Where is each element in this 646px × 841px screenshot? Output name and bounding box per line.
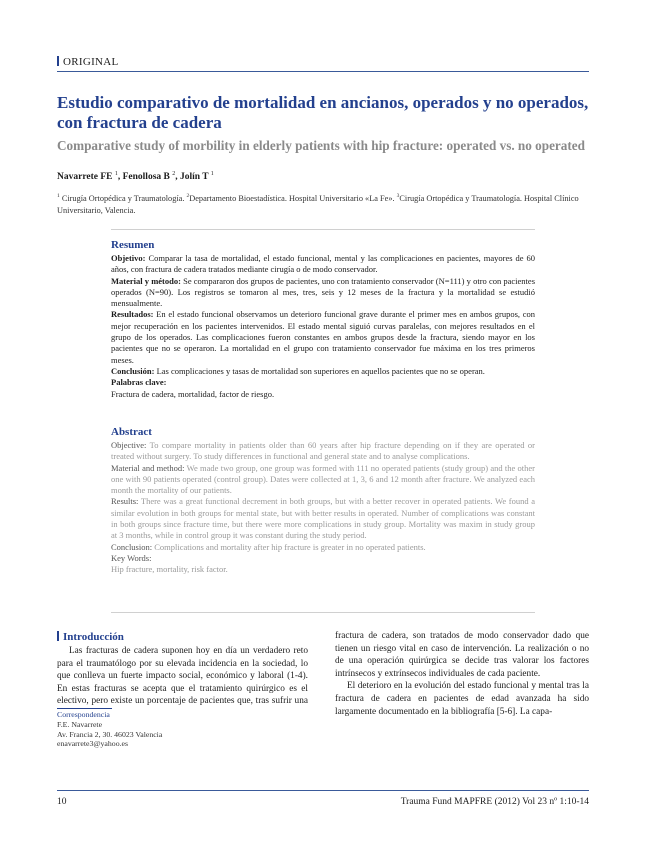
resumen-resultados-text: En el estado funcional observamos un deterioro funcional grave durante el primer mes en ambos grupos, con mejor recuperación en los pacientes intervenidos. El estado mental siguió curvas paralelas, con mejores resultados en el grupo de los operados. Las complicaciones fueron constantes en ambos grupos desde la fractura, siendo mayor en los pacientes que no se operaron. La mortalidad en el grupo con tratamiento conservador fue máxima en los tres primeros meses. [111,309,535,365]
abstract-bottom-rule [111,612,535,613]
resumen-conclusion-text: Las complicaciones y tasas de mortalidad son superiores en aquellos pacientes que no se operan. [156,365,485,376]
author-list: Navarrete FE $^1$, Fenollosa B $^2$, Jolín T $^1$ [57,171,214,183]
intro-right-flow [335,630,589,718]
resumen-conclusion [111,366,535,377]
resumen-objetivo-text: Comparar la tasa de mortalidad, el estado funcional, mental y las complicaciones en pacientes, mayores de 60 años, con fractura de cadera tratados mediante cirugía o de modo conservador. [111,253,535,275]
resumen-material [111,276,535,310]
affil-number: 2 [186,193,190,199]
abstract-conclusion [111,542,535,553]
page-number: 10 [57,797,67,807]
resumen-keywords-label-text: Palabras clave: [111,377,167,388]
resumen-objetivo-label: Objetivo: [111,253,146,263]
abstract-material-text: We made two group, one group was formed with 111 no operated patients (study group) and the other one with 90 patients operated (control group). Dates were collected at 1, 3, 6 and 12 month after fracture. We analyzed each month the mortality of our patients. [111,462,536,496]
intro-column-left [57,630,308,709]
abstract-material-label: Material and method: [111,462,185,473]
intro-paragraph-2: El deterioro en la evolución del estado funcional y mental tras la fractura de cadera en pacientes de edad avanzada ha sido largamente documentado en la bibliografía [5-6]. La capa- [335,681,589,717]
intro-right-clip [335,630,589,782]
resumen-resultados-label: Resultados: [111,309,154,320]
correspondence-block [57,710,257,749]
abstract-top-rule [111,229,535,230]
intro-left-clip [57,645,308,709]
abstract-objective-label: Objective: [111,440,147,450]
abstract-results-text: There was a great functional decrement in both groups, but with a better recover in operated patients. We found a similar evolution in both groups for mental state, but with better results in operated. Number of complications was constant in both groups since fracture time, but there were more complications in study group. Mortality was maxim in study group at 3 months, while in control group it was constant during the study period. [111,496,535,541]
footer-rule [57,790,589,791]
correspondence-name: F.E. Navarrete [57,719,103,729]
intro-column-right [335,630,589,782]
correspondence-heading: Correspondencia [57,710,110,719]
resumen-material-label: Material y método: [111,275,181,286]
abstract-keywords-label [111,553,535,564]
section-label [57,56,589,72]
abstract-conclusion-text: Complications and mortality after hip fracture is greater in no operated patients. [154,541,426,552]
intro-heading [57,630,308,644]
journal-citation: Trauma Fund MAPFRE (2012) Vol 23 nº 1:10-14 [400,797,589,807]
affil-number: 1 [57,193,60,199]
abstract-keywords: Hip fracture, mortality, risk factor. [111,564,228,575]
abstract-keywords-label-text: Key Words: [111,552,152,563]
abstract-objective-text: To compare mortality in patients older than 60 years after hip fracture depending on if they are operated or treated without surgery. To study differences in functional and general state and to analyse complications. [111,440,535,462]
author-affil-mark: 1 [114,171,118,177]
article-title-en: Comparative study of morbility in elderly patients with hip fracture: operated vs. no operated [57,138,585,153]
section-bar-icon [57,56,59,66]
affil-number: 3 [396,193,400,199]
resumen-keywords-label [111,377,535,388]
author-affil-mark: 2 [172,171,176,177]
article-title-es: Estudio comparativo de mortalidad en ancianos, operados y no operados, con fractura de cadera [57,93,589,132]
resumen-heading: Resumen [111,239,155,251]
resumen-resultados [111,309,535,365]
affil-text: Departamento Bioestadística. Hospital Universitario «La Fe». [189,193,395,203]
author-affil-mark: 1 [210,171,214,177]
resumen-conclusion-label: Conclusión: [111,365,155,376]
affil-text: Cirugía Ortopédica y Traumatología. Hospital Clínico Universitario, Valencia. [57,193,579,215]
correspondence-email[interactable]: enavarrete3@yahoo.es [57,739,129,749]
abstract-block [111,426,535,576]
correspondence-address: Av. Francia 2, 30. 46023 Valencia [57,729,163,739]
abstract-conclusion-label: Conclusion: [111,541,153,552]
resumen-material-text: Se compararon dos grupos de pacientes, uno con tratamiento conservador (N=111) y otro con pacientes operados (N=90). Los registros se tomaron al mes, tres, seis y 12 meses de la fractura y la mortalidad se estudió mensualmente. [111,275,535,309]
abstract-results-label: Results: [111,496,139,507]
intro-paragraph-1-cont: fractura de cadera, son tratados de modo conservador dado que tienen un riesgo vital en caso de intervención. La realización o no de una operación quirúrgica se decide tras valorar los factores intrínsecos y extrínsecos individuales de cada paciente. [335,630,589,679]
section-label-text: ORIGINAL [63,56,119,68]
affiliations [57,190,589,217]
intro-paragraph-1: Las fracturas de cadera suponen hoy en día un verdadero reto para el traumatólogo por su elevada incidencia en la sociedad, lo que conlleva un fuerte impacto social, económico y laboral (1-4). En estas fracturas se acepta que el tratamiento quirúrgico es el electivo, pero existe un porcentaje de pacientes que, tras sufrir una [57,646,308,707]
resumen-block [111,239,535,400]
abstract-material [111,463,535,497]
abstract-heading: Abstract [111,426,152,438]
author-name: Navarrete FE [57,172,113,183]
abstract-results [111,496,535,541]
author-name: Fenollosa B [122,172,170,183]
resumen-keywords: Fractura de cadera, mortalidad, factor de riesgo. [111,388,275,399]
affil-text: Cirugía Ortopédica y Traumatología. [61,193,185,203]
intro-bar-icon [57,631,59,641]
resumen-objetivo [111,253,535,276]
abstract-objective [111,440,535,463]
intro-heading-text: Introducción [63,631,124,643]
author-name: Jolín T [179,172,209,183]
correspondence-rule [57,708,112,709]
